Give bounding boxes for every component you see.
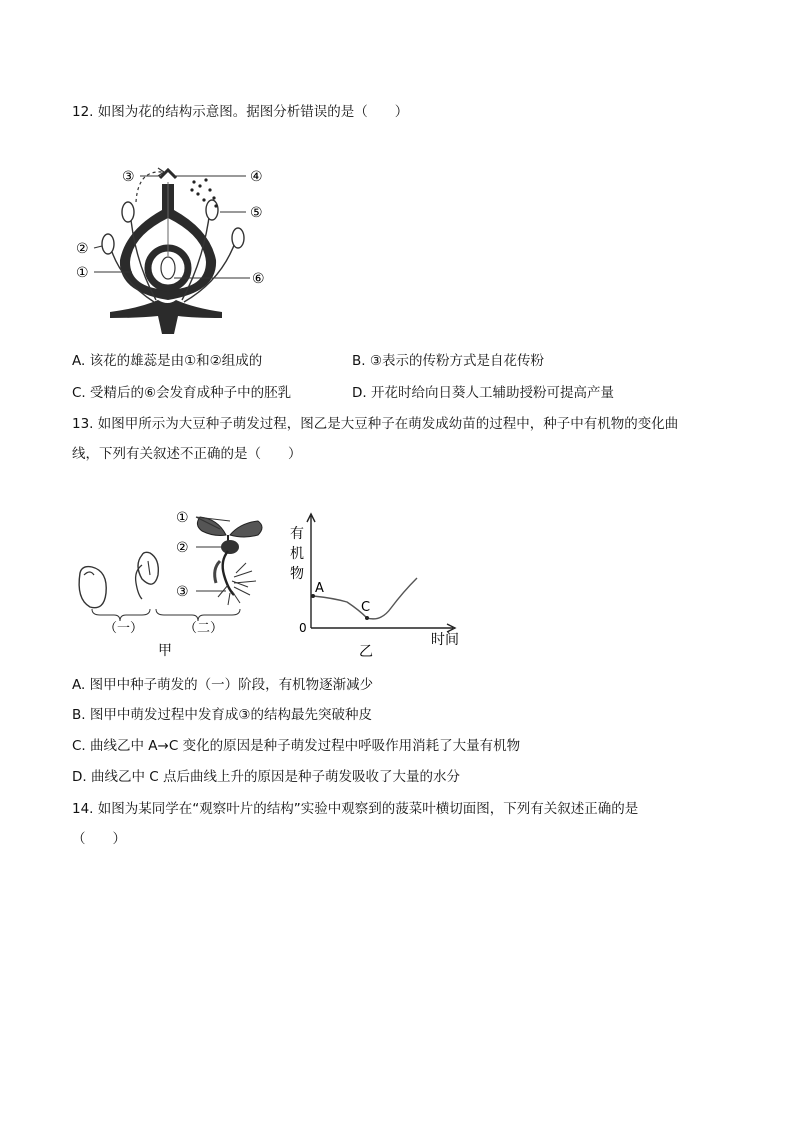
stage-2-label: （二） <box>184 621 224 636</box>
flower-label-1: ① <box>76 265 89 281</box>
flower-label-4: ④ <box>250 169 263 185</box>
organic-matter-curve-chart <box>285 510 465 660</box>
y-axis-label-char-3: 物 <box>290 566 304 582</box>
q13-option-b: B. 图甲中萌发过程中发育成③的结构最先突破种皮 <box>72 707 372 723</box>
y-axis-label-char-2: 机 <box>290 546 304 562</box>
seedling-label-2: ② <box>176 540 189 556</box>
seedling-label-3: ③ <box>176 584 189 600</box>
point-a-label: A <box>315 581 324 596</box>
figure-jia-caption: 甲 <box>158 643 172 659</box>
q14-stem-line2: （ ） <box>72 831 126 847</box>
flower-label-3: ③ <box>122 169 135 185</box>
y-axis-label-char-1: 有 <box>290 526 304 542</box>
seedling-label-1: ① <box>176 510 189 526</box>
q13-option-a: A. 图甲中种子萌发的（一）阶段，有机物逐渐减少 <box>72 677 374 693</box>
x-axis-label: 时间 <box>431 632 459 648</box>
point-c-label: C <box>361 600 371 615</box>
figure-yi-caption: 乙 <box>359 644 373 660</box>
flower-structure-diagram <box>70 160 300 342</box>
q12-option-b: B. ③表示的传粉方式是自花传粉 <box>352 353 544 369</box>
point-c-marker <box>365 616 369 620</box>
chart-origin-label: 0 <box>299 621 307 635</box>
q13-stem-line2: 线，下列有关叙述不正确的是（ ） <box>72 446 302 462</box>
q14-stem-line1: 14. 如图为某同学在“观察叶片的结构”实验中观察到的菠菜叶横切面图，下列有关叙述正确的是 <box>72 801 639 817</box>
q13-option-d: D. 曲线乙中 C 点后曲线上升的原因是种子萌发吸收了大量的水分 <box>72 769 460 785</box>
q13-option-c: C. 曲线乙中 A→C 变化的原因是种子萌发过程中呼吸作用消耗了大量有机物 <box>72 738 521 754</box>
flower-label-6: ⑥ <box>252 271 265 287</box>
stage-1-label: （一） <box>104 621 144 636</box>
q12-option-c: C. 受精后的⑥会发育成种子中的胚乳 <box>72 385 292 401</box>
soybean-germination-figure <box>70 505 285 665</box>
flower-label-2: ② <box>76 241 89 257</box>
q12-option-d: D. 开花时给向日葵人工辅助授粉可提高产量 <box>352 385 614 401</box>
flower-label-5: ⑤ <box>250 205 263 221</box>
q12-option-a: A. 该花的雄蕊是由①和②组成的 <box>72 353 263 369</box>
q13-stem-line1: 13. 如图甲所示为大豆种子萌发过程，图乙是大豆种子在萌发成幼苗的过程中，种子中有机物的变化曲 <box>72 416 679 432</box>
q12-stem: 12. 如图为花的结构示意图。据图分析错误的是（ ） <box>72 104 409 120</box>
